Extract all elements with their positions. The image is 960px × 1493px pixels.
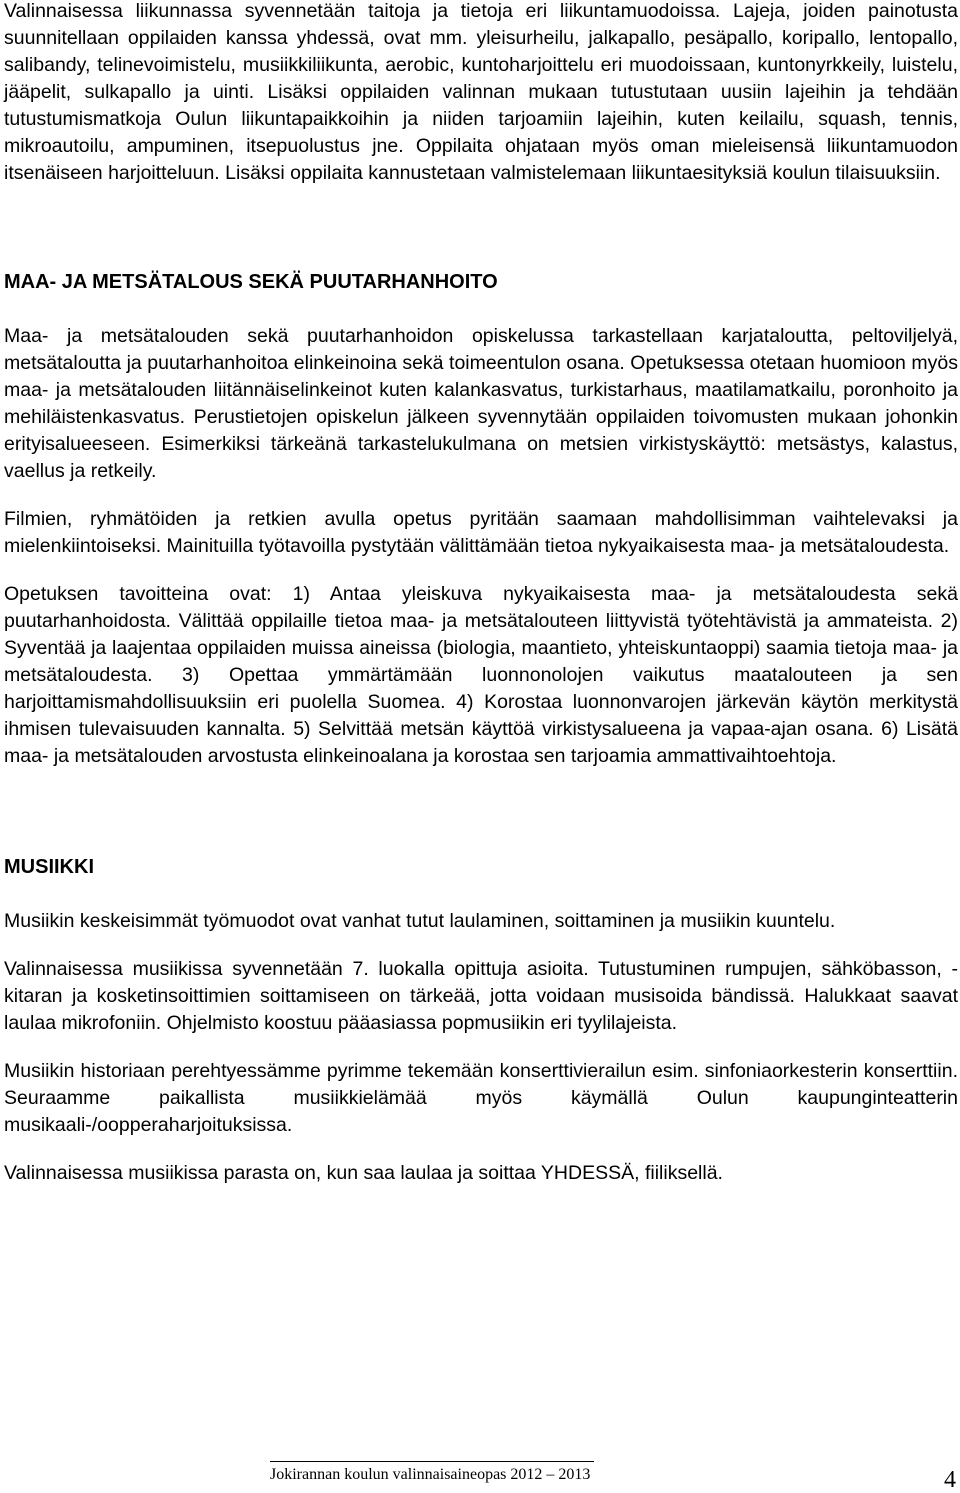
section-heading-musiikki: MUSIIKKI (4, 856, 94, 878)
footer-text: Jokirannan koulun valinnaisaineopas 2012 – 2013 (270, 1466, 591, 1483)
spacer (4, 1037, 958, 1058)
spacer (4, 1139, 958, 1160)
musiikki-paragraph-1: Musiikin keskeisimmät työmuodot ovat vanhat tutut laulaminen, soittaminen ja musiikin kuuntelu. (4, 910, 836, 932)
spacer (4, 296, 958, 323)
spacer (4, 935, 958, 956)
spacer (4, 485, 958, 506)
maa-paragraph-1: Maa- ja metsätalouden sekä puutarhanhoidon opiskelussa tarkastellaan karjataloutta, peltoviljelyä, metsätaloutta ja puutarhanhoitoa elinkeinoina sekä toimeentulon osana. Opetuksessa otetaan huomioon myös maa- ja metsätalouden liitännäiselinkeinot kuten kalankasvatus, turkistarhaus, maatilamatkailu, poronhoito ja mehiläistenkasvatus. Perustietojen opiskelun jälkeen syvennytään oppilaiden toivomusten mukaan johonkin erityisalueeseen. Esimerkiksi tärkeänä tarkastelukulmana on metsien virkistyskäyttö: metsästys, kalastus, vaellus ja retkeily. (4, 325, 958, 482)
spacer (4, 187, 958, 269)
footer-rule (270, 1461, 594, 1462)
musiikki-paragraph-3: Musiikin historiaan perehtyessämme pyrimme tekemään konserttivierailun esim. sinfoniaorkesterin konserttiin. Seuraamme paikallista musiikkielämää myös käymällä Oulun kaupunginteatterin musikaali-/oopperaharjoituksissa. (4, 1060, 958, 1136)
liikunta-paragraph-1: Valinnaisessa liikunnassa syvennetään taitoja ja tietoja eri liikuntamuodoissa. Lajeja, joiden painotusta suunnitellaan oppilaiden kanssa yhdessä, ovat mm. yleisurheilu, jalkapallo, pesäpallo, koripallo, lentopallo, salibandy, telinevoimistelu, musiikkiliikunta, aerobic, kuntoharjoittelu eri muodoissaan, kuntonyrkkeily, luistelu, jääpelit, sulkapallo ja uinti. Lisäksi oppilaiden valinnan mukaan tutustutaan uusiin lajeihin ja tehdään tutustumismatkoja Oulun liikuntapaikkoihin ja niiden tarjoamiin lajeihin, kuten keilailu, squash, tennis, mikroautoilu, ampuminen, itsepuolustus jne. Oppilaita ohjataan myös oman mieleisensä liikuntamuodon itsenäiseen harjoitteluun. Lisäksi oppilaita kannustetaan valmistelemaan liikuntaesityksiä koulun tilaisuuksiin. (4, 0, 958, 184)
page-footer (0, 1464, 960, 1493)
musiikki-paragraph-2: Valinnaisessa musiikissa syvennetään 7. luokalla opittuja asioita. Tutustuminen rumpujen, sähköbasson, -kitaran ja kosketinsoittimien soittamiseen on tärkeää, jotta voidaan musisoida bändissä. Halukkaat saavat laulaa mikrofoniin. Ohjelmisto koostuu pääasiassa popmusiikin eri tyylilajeista. (4, 958, 958, 1034)
maa-paragraph-3: Opetuksen tavoitteina ovat: 1) Antaa yleiskuva nykyaikaisesta maa- ja metsätaloudesta sekä puutarhanhoidosta. Välittää oppilaille tietoa maa- ja metsätalouteen liittyvistä työtehtävistä ja ammateista. 2) Syventää ja laajentaa oppilaiden muissa aineissa (biologia, maantieto, yhteiskuntaoppi) saamia tietoja maa- ja metsätaloudesta. 3) Opettaa ymmärtämään luonnonolojen vaikutus maatalouteen ja sen harjoittamismahdollisuuksiin eri puolella Suomea. 4) Korostaa luonnonvarojen järkevän käytön merkitystä ihmisen tulevaisuuden kannalta. 5) Selvittää metsän käyttöä virkistysalueena ja vapaa-ajan osana. 6) Lisätä maa- ja metsätalouden arvostusta elinkeinoalana ja korostaa sen tarjoamia ammattivaihtoehtoja. (4, 583, 958, 767)
document-page (4, 0, 958, 1187)
spacer (4, 770, 958, 854)
spacer (4, 560, 958, 581)
spacer (4, 881, 958, 908)
section-heading-maa-metsatalous: MAA- JA METSÄTALOUS SEKÄ PUUTARHANHOITO (4, 271, 498, 293)
musiikki-paragraph-4: Valinnaisessa musiikissa parasta on, kun saa laulaa ja soittaa YHDESSÄ, fiiliksellä. (4, 1162, 723, 1184)
maa-paragraph-2: Filmien, ryhmätöiden ja retkien avulla opetus pyritään saamaan mahdollisimman vaihtelevaksi ja mielenkiintoiseksi. Mainituilla työtavoilla pystytään välittämään tietoa nykyaikaisesta maa- ja metsätaloudesta. (4, 508, 958, 557)
page-number: 4 (944, 1467, 956, 1493)
